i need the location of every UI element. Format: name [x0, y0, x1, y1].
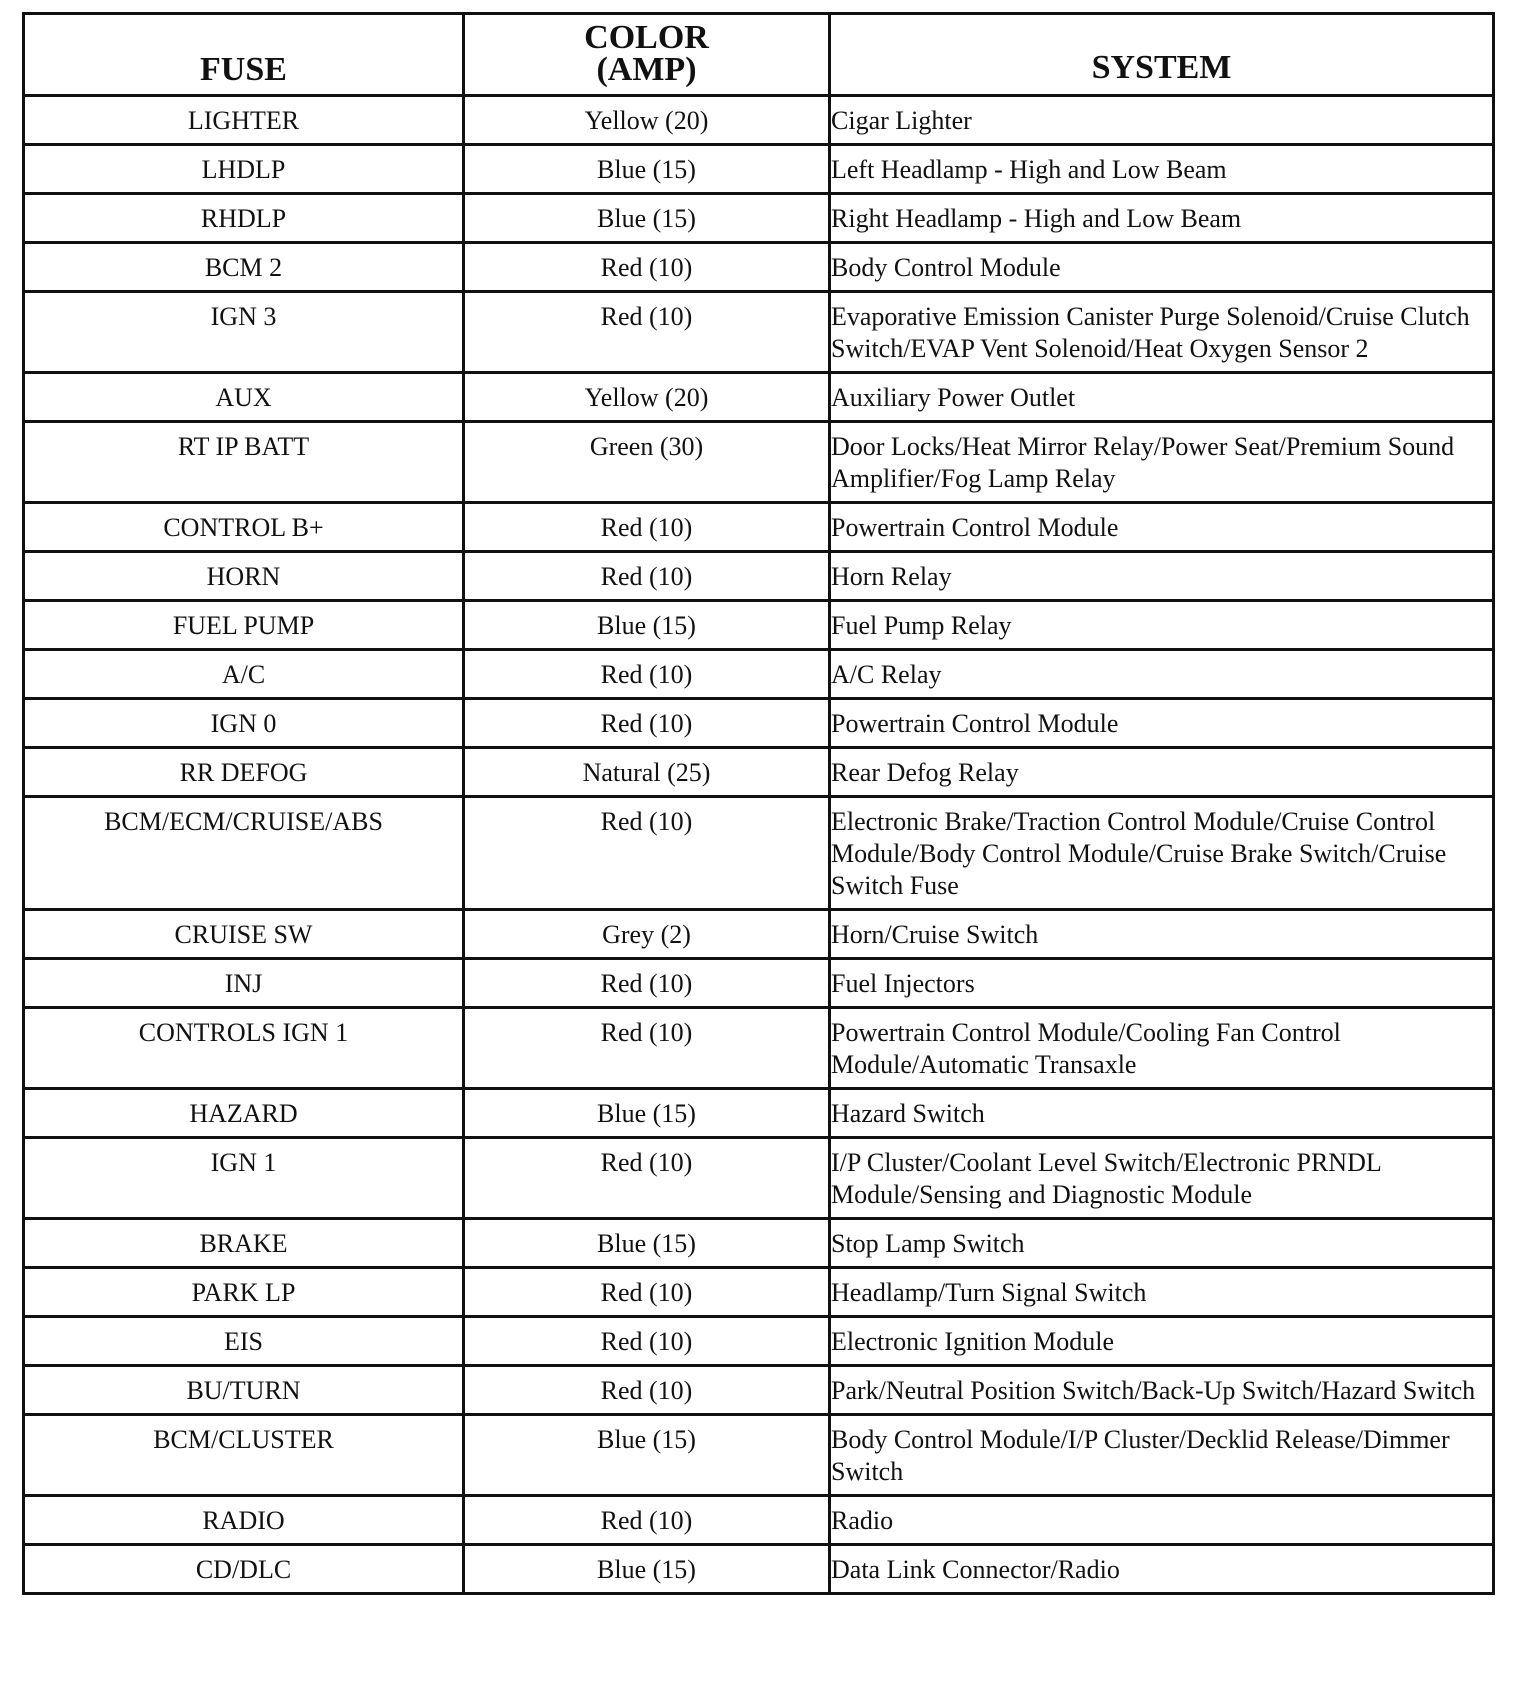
color-amp-cell: Blue (15) [464, 1089, 830, 1138]
fuse-cell: BCM/CLUSTER [24, 1415, 464, 1496]
color-header-line1: COLOR [584, 19, 709, 56]
fuse-cell: IGN 3 [24, 292, 464, 373]
color-amp-cell: Red (10) [464, 1008, 830, 1089]
color-amp-cell: Red (10) [464, 1496, 830, 1545]
table-row [24, 1415, 1494, 1496]
color-amp-cell: Red (10) [464, 699, 830, 748]
table-row [24, 145, 1494, 194]
table-row [24, 373, 1494, 422]
table-row [24, 650, 1494, 699]
fuse-cell: BCM/ECM/CRUISE/ABS [24, 797, 464, 910]
color-amp-cell: Red (10) [464, 503, 830, 552]
system-cell: Door Locks/Heat Mirror Relay/Power Seat/Premium Sound Amplifier/Fog Lamp Relay [830, 422, 1494, 503]
system-cell: Radio [830, 1496, 1494, 1545]
table-header [24, 14, 1494, 96]
system-cell: Fuel Injectors [830, 959, 1494, 1008]
system-cell: Park/Neutral Position Switch/Back-Up Switch/Hazard Switch [830, 1366, 1494, 1415]
system-cell: Left Headlamp - High and Low Beam [830, 145, 1494, 194]
fuse-cell: IGN 0 [24, 699, 464, 748]
table-row [24, 552, 1494, 601]
system-cell: Evaporative Emission Canister Purge Solenoid/Cruise Clutch Switch/EVAP Vent Solenoid/Heat Oxygen Sensor 2 [830, 292, 1494, 373]
fuse-cell: A/C [24, 650, 464, 699]
system-cell: Horn Relay [830, 552, 1494, 601]
table-row [24, 699, 1494, 748]
system-cell: Rear Defog Relay [830, 748, 1494, 797]
color-amp-cell: Green (30) [464, 422, 830, 503]
table-row [24, 1138, 1494, 1219]
table-row [24, 422, 1494, 503]
color-amp-cell: Red (10) [464, 292, 830, 373]
color-amp-cell: Blue (15) [464, 1219, 830, 1268]
color-amp-cell: Blue (15) [464, 194, 830, 243]
fuse-cell: CRUISE SW [24, 910, 464, 959]
table-row [24, 748, 1494, 797]
header-row [24, 14, 1494, 96]
fuse-cell: AUX [24, 373, 464, 422]
color-amp-cell: Red (10) [464, 1268, 830, 1317]
fuse-cell: FUEL PUMP [24, 601, 464, 650]
fuse-cell: BRAKE [24, 1219, 464, 1268]
system-cell: I/P Cluster/Coolant Level Switch/Electronic PRNDL Module/Sensing and Diagnostic Module [830, 1138, 1494, 1219]
table-row [24, 601, 1494, 650]
system-cell: Electronic Brake/Traction Control Module/Cruise Control Module/Body Control Module/Cruise Brake Switch/Cruise Switch Fuse [830, 797, 1494, 910]
color-amp-cell: Red (10) [464, 1138, 830, 1219]
fuse-cell: HAZARD [24, 1089, 464, 1138]
system-cell: Body Control Module [830, 243, 1494, 292]
fuse-column-header: FUSE [24, 14, 464, 96]
system-cell: Powertrain Control Module/Cooling Fan Control Module/Automatic Transaxle [830, 1008, 1494, 1089]
system-cell: Fuel Pump Relay [830, 601, 1494, 650]
table-row [24, 1219, 1494, 1268]
table-row [24, 1317, 1494, 1366]
table-row [24, 959, 1494, 1008]
fuse-cell: PARK LP [24, 1268, 464, 1317]
system-cell: Cigar Lighter [830, 96, 1494, 145]
fuse-cell: CONTROL B+ [24, 503, 464, 552]
table-row [24, 194, 1494, 243]
fuse-cell: LIGHTER [24, 96, 464, 145]
fuse-cell: RT IP BATT [24, 422, 464, 503]
system-cell: Hazard Switch [830, 1089, 1494, 1138]
table-row [24, 96, 1494, 145]
system-cell: Body Control Module/I/P Cluster/Decklid Release/Dimmer Switch [830, 1415, 1494, 1496]
fuse-cell: CONTROLS IGN 1 [24, 1008, 464, 1089]
color-column-header [464, 14, 830, 96]
color-amp-cell: Yellow (20) [464, 96, 830, 145]
color-amp-cell: Natural (25) [464, 748, 830, 797]
table-row [24, 1545, 1494, 1594]
fuse-cell: RR DEFOG [24, 748, 464, 797]
fuse-cell: HORN [24, 552, 464, 601]
fuse-cell: RADIO [24, 1496, 464, 1545]
table-row [24, 1008, 1494, 1089]
color-amp-cell: Red (10) [464, 797, 830, 910]
system-cell: Headlamp/Turn Signal Switch [830, 1268, 1494, 1317]
color-header-line2: (AMP) [596, 51, 697, 88]
table-row [24, 503, 1494, 552]
system-cell: Stop Lamp Switch [830, 1219, 1494, 1268]
color-amp-cell: Yellow (20) [464, 373, 830, 422]
table-row [24, 1268, 1494, 1317]
system-cell: Powertrain Control Module [830, 699, 1494, 748]
system-cell: Auxiliary Power Outlet [830, 373, 1494, 422]
system-column-header: SYSTEM [830, 14, 1494, 96]
table-row [24, 797, 1494, 910]
fuse-cell: BCM 2 [24, 243, 464, 292]
system-cell: A/C Relay [830, 650, 1494, 699]
system-cell: Powertrain Control Module [830, 503, 1494, 552]
fuse-cell: INJ [24, 959, 464, 1008]
fuse-cell: LHDLP [24, 145, 464, 194]
table-body [24, 96, 1494, 1594]
fuse-cell: IGN 1 [24, 1138, 464, 1219]
fuse-table [22, 12, 1495, 1595]
color-amp-cell: Red (10) [464, 959, 830, 1008]
color-amp-cell: Red (10) [464, 1317, 830, 1366]
fuse-cell: BU/TURN [24, 1366, 464, 1415]
color-amp-cell: Blue (15) [464, 1415, 830, 1496]
color-amp-cell: Grey (2) [464, 910, 830, 959]
fuse-cell: CD/DLC [24, 1545, 464, 1594]
color-amp-cell: Blue (15) [464, 1545, 830, 1594]
table-row [24, 910, 1494, 959]
system-cell: Data Link Connector/Radio [830, 1545, 1494, 1594]
color-amp-cell: Red (10) [464, 552, 830, 601]
table-row [24, 1089, 1494, 1138]
color-amp-cell: Red (10) [464, 243, 830, 292]
table-row [24, 243, 1494, 292]
system-cell: Right Headlamp - High and Low Beam [830, 194, 1494, 243]
system-cell: Electronic Ignition Module [830, 1317, 1494, 1366]
color-amp-cell: Red (10) [464, 1366, 830, 1415]
color-amp-cell: Blue (15) [464, 145, 830, 194]
fuse-cell: EIS [24, 1317, 464, 1366]
color-amp-cell: Blue (15) [464, 601, 830, 650]
table-row [24, 292, 1494, 373]
fuse-cell: RHDLP [24, 194, 464, 243]
table-row [24, 1496, 1494, 1545]
system-cell: Horn/Cruise Switch [830, 910, 1494, 959]
color-amp-cell: Red (10) [464, 650, 830, 699]
table-row [24, 1366, 1494, 1415]
